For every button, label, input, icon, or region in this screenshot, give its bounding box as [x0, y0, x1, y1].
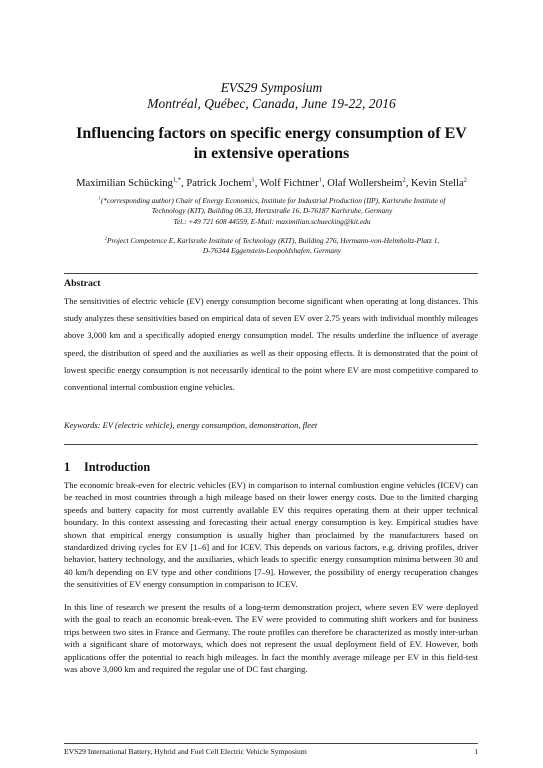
- affiliation-1: [62, 196, 482, 227]
- author-affiliation-marker: 1,*: [172, 176, 182, 184]
- footer-divider: [64, 743, 478, 744]
- author-name: Kevin Stella: [410, 178, 464, 189]
- paper-title: [40, 124, 503, 164]
- author-list: Maximilian Schücking$^{1,*}$, Patrick Jochem$^1$, Wolf Fichtner$^1$, Olaf Wollersheim$^2$, Kevin Stella$^2$: [76, 176, 467, 189]
- abstract-body: The sensitivities of electric vehicle (EV) energy consumption become significant when operating at long distances. This study analyzes these sensitivities based on empirical data of seven EV over 2.75 years with individual monthly mileages above 3,000 km and a specifically adopted energy consumption model. The results underline the influence of average speed, the distribution of speed and the auxiliaries as well as their opposing effects. It is demonstrated that the point of lowest specific energy consumption is not necessarily identical to the point where EV are most competitive compared to conventional internal combustion engine vehicles.: [64, 296, 478, 393]
- author-affiliation-marker: 1: [318, 176, 322, 184]
- affiliation-marker: 1: [98, 195, 101, 201]
- page-footer: [64, 747, 478, 756]
- author-name: Patrick Jochem: [186, 178, 252, 189]
- intro-paragraph-2: In this line of research we present the results of a long-term demonstration project, where seven EV were deployed with the goal to reach an economic break-even. The EV were provided to commuting shift workers and for business trips between two sites in France and Germany. The route profiles can therefore be characterized as mostly inter-urban with a significant share of motorways, which does not represent the usual deployment field of EV. However, both applications offer the potential to reach high mileages. In fact the monthly average mileage per EV in this field-test was above 3,000 km and required the regular use of DC fast charging.: [64, 602, 478, 675]
- author-affiliation-marker: 2: [402, 176, 406, 184]
- affiliation-2: [62, 236, 482, 257]
- author-name: Wolf Fichtner: [259, 178, 319, 189]
- footer-text: EVS29 International Battery, Hybrid and Fuel Cell Electric Vehicle Symposium: [64, 747, 307, 756]
- section-number: 1: [64, 460, 71, 474]
- author-name: Olaf Wollersheim: [327, 178, 403, 189]
- paper-title-line-2: in extensive operations: [193, 145, 350, 162]
- affiliation-1-contact: Tel.: +49 721 608 44559, E-Mail: maximilian.schuecking@kit.edu: [173, 216, 371, 226]
- affiliation-2-line-1: Project Competence E, Karlsruhe Institute of Technology (KIT), Building 276, Hermann-von-Helmholtz-Platz 1,: [107, 236, 440, 245]
- section-heading: [64, 460, 150, 475]
- author-affiliation-marker: 1: [251, 176, 255, 184]
- keywords: Keywords: EV (electric vehicle), energy consumption, demonstration, fleet: [64, 420, 318, 430]
- affiliation-1-line-2: Technology (KIT), Building 06.33, Hertzstraße 16, D-76187 Karlsruhe, Germany: [151, 206, 393, 216]
- conference-name: EVS29 Symposium: [220, 80, 323, 95]
- section-title: Introduction: [84, 460, 151, 474]
- affiliation-marker: 2: [104, 235, 108, 241]
- page-number: 1: [474, 747, 478, 756]
- affiliation-2-line-2: D-76344 Eggenstein-Leopoldshafen, Germany: [202, 246, 342, 256]
- paper-title-line-1: Influencing factors on specific energy consumption of EV: [76, 125, 467, 142]
- abstract-heading: Abstract: [64, 278, 101, 289]
- author-name: Maximilian Schücking: [76, 178, 173, 189]
- conference-location: Montréal, Québec, Canada, June 19-22, 2016: [147, 96, 396, 111]
- author-affiliation-marker: 2: [463, 176, 467, 184]
- intro-paragraph-1: The economic break-even for electric vehicles (EV) in comparison to internal combustion engine vehicles (ICEV) can be reached in most countries through a high mileage based on their lower energy costs. Due to the limited charging speeds and battery capacity for most currently available EV this requires operating them at their upper technical boundary. In this context assessing and forecasting their actual energy consumption is key. Empirical studies have shown that empirical energy consumption is usually higher than proclaimed by the manufacturers based on standardized driving cycles for EV [1–6] and for ICEV. This depends on various factors, e.g. driving profiles, driver behavior, battery technology, and the auxiliaries, which leads to specific energy consumption minima between 30 and 40 km/h depending on EV type and other conditions [7–9]. However, the possibility of energy recuperation changes the sensitivities of EV energy consumption in comparison to ICEV.: [64, 480, 478, 590]
- affiliation-1-line-1: (*corresponding author) Chair of Energy Economics, Institute for Industrial Production (IIP), Karlsruhe Institute of: [100, 196, 446, 205]
